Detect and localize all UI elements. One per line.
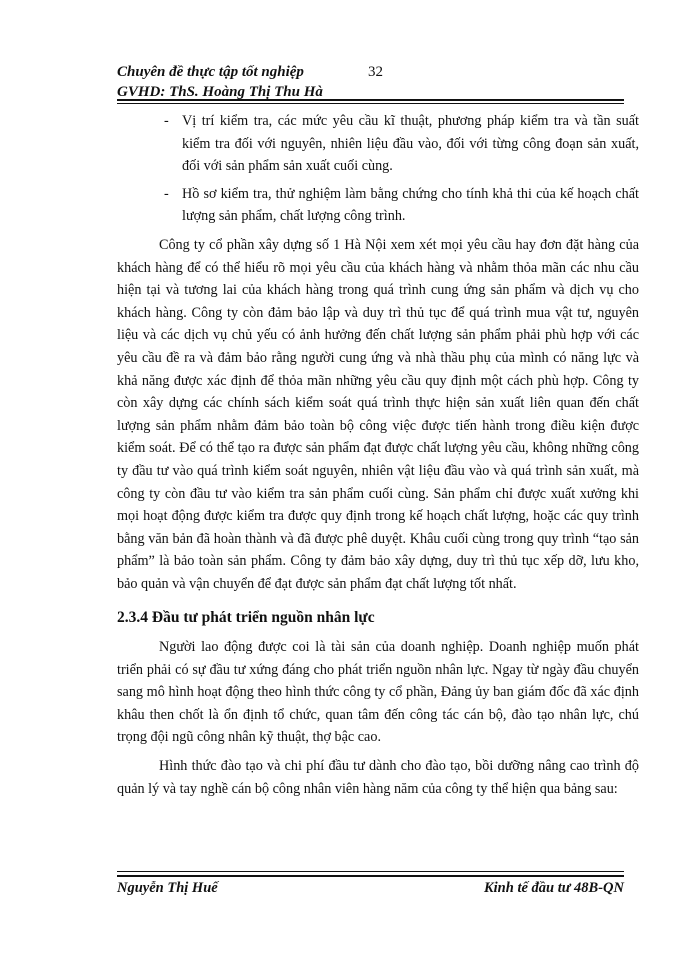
header-title: Chuyên đề thực tập tốt nghiệp: [117, 64, 304, 80]
header-advisor: GVHD: ThS. Hoàng Thị Thu Hà: [117, 84, 323, 100]
body-paragraph-quality: Công ty cổ phần xây dựng số 1 Hà Nội xem xét mọi yêu cầu hay đơn đặt hàng của khách hàng để có thể hiểu rõ mọi yêu cầu của khách hàng và nhằm thỏa mãn các nhu cầu hiện tại và tương lai của khách hàng trong quá trình cung ứng sản phẩm và dịch vụ cho khách hàng. Công ty còn đảm bảo lập và duy trì thủ tục để quá trình mua vật tư, nguyên liệu và các dịch vụ chủ yếu có ảnh hưởng đến chất lượng sản phẩm phải phù hợp với các yêu cầu đề ra và đảm bảo rằng người cung ứng và nhà thầu phụ của mình có năng lực và khả năng được xác định để thỏa mãn những yêu cầu quy định một cách phù hợp. Công ty còn xây dựng các chính sách kiểm soát quá trình thực hiện sản xuất liên quan đến chất lượng sản phẩm nhằm đảm bảo toàn bộ công việc được tiến hành trong điều kiện được kiểm soát. Để có thể tạo ra được sản phẩm đạt được chất lượng yêu cầu, không những công ty đầu tư vào quá trình kiểm soát nguyên, nhiên vật liệu đầu vào và quá trình sản xuất, mà công ty còn đầu tư vào kiểm tra sản phẩm cuối cùng. Sản phẩm chỉ được xuất xưởng khi mọi hoạt động được kiểm tra được quy định trong kế hoạch chất lượng, hoặc các quy trình bằng văn bản đã hoàn thành và đã được phê duyệt. Khâu cuối cùng trong quy trình “tạo sản phẩm” là bảo toàn sản phẩm. Công ty đảm bảo xây dựng, duy trì thủ tục xếp dỡ, lưu kho, bảo quản và vận chuyển để đạt được sản phẩm đạt chất lượng tốt nhất.: [117, 236, 639, 592]
list-item-text: Hồ sơ kiểm tra, thử nghiệm làm bằng chứng cho tính khả thi của kế hoạch chất lượng sản phẩm, chất lượng công trình.: [182, 185, 639, 225]
body-paragraph-hr: Người lao động được coi là tài sản của doanh nghiệp. Doanh nghiệp muốn phát triển phải có sự đầu tư xứng đáng cho phát triển nguồn nhân lực. Ngay từ ngày đầu chuyển sang mô hình hoạt động theo hình thức công ty cổ phần, Đảng ủy ban giám đốc đã xác định khâu then chốt là ổn định tổ chức, quan tâm đến công tác cán bộ, đào tạo nhân lực, chú trọng đội ngũ công nhân kỹ thuật, thợ bậc cao.: [117, 639, 639, 746]
footer-rule-thin: [117, 871, 624, 872]
list-item-text: Vị trí kiểm tra, các mức yêu cầu kĩ thuật, phương pháp kiểm tra và tần suất kiểm tra đối với nguyên, nhiên liệu đầu vào, đối với từng công đoạn sản xuất, đối với sản phẩm sản xuất cuối cùng.: [182, 113, 639, 175]
list-item: [117, 110, 639, 178]
page-number: 32: [368, 64, 383, 80]
footer-rule-thick: [117, 875, 624, 877]
list-item: [117, 183, 639, 228]
bullet-dash: -: [164, 185, 169, 202]
header-rule-thin: [117, 103, 624, 104]
header-rule-thick: [117, 99, 624, 101]
footer-class: Kinh tế đầu tư 48B-QN: [483, 880, 624, 896]
bullet-dash: -: [164, 113, 169, 129]
section-heading: 2.3.4 Đầu tư phát triển nguồn nhân lực: [117, 609, 375, 627]
footer-author: Nguyễn Thị Huế: [117, 880, 218, 896]
page-body: [117, 110, 639, 800]
body-paragraph-training: Hình thức đào tạo và chi phí đầu tư dành cho đào tạo, bồi dưỡng nâng cao trình độ quản lý và tay nghề cán bộ công nhân viên hàng năm của công ty thể hiện qua bảng sau:: [117, 758, 639, 797]
bullet-list: [117, 110, 639, 228]
